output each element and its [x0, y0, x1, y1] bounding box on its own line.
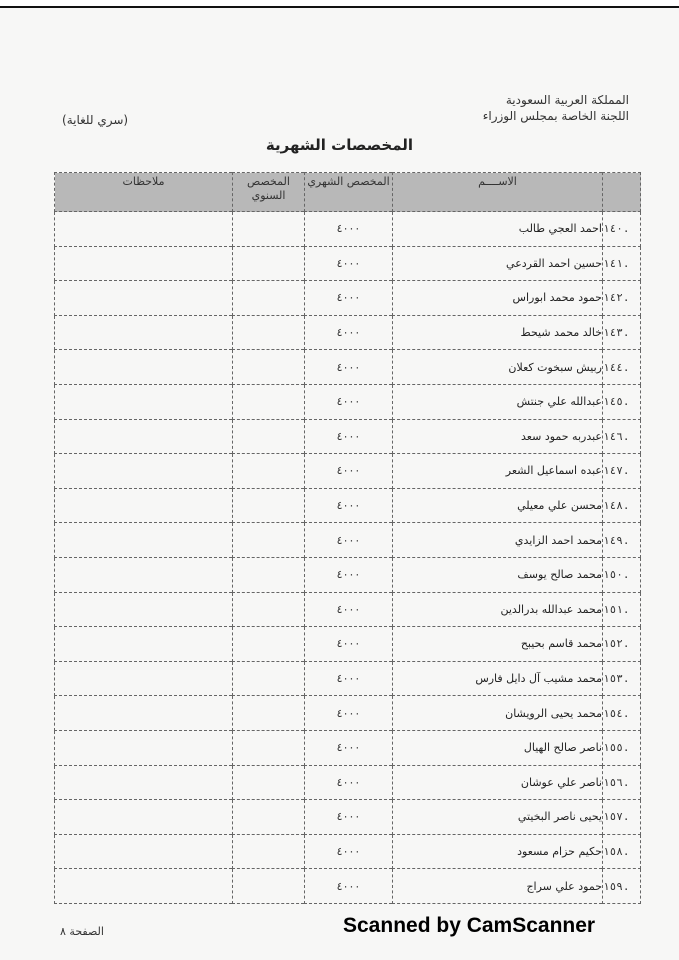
- row-annual-amount: [233, 212, 305, 247]
- row-notes: [55, 627, 233, 662]
- row-annual-amount: [233, 869, 305, 904]
- table-row: [55, 350, 641, 385]
- row-name: ناصر صالح الهيال: [393, 730, 603, 765]
- row-name: احمد العجي طالب: [393, 212, 603, 247]
- table-header-row: [55, 173, 641, 212]
- row-annual-amount: [233, 384, 305, 419]
- table-row: [55, 834, 641, 869]
- row-monthly-amount: ٤٠٠٠: [305, 384, 393, 419]
- org-line-1: المملكة العربية السعودية: [505, 93, 629, 107]
- page-number: الصفحة ٨: [60, 925, 104, 938]
- row-annual-amount: [233, 523, 305, 558]
- row-name: محسن علي معيلي: [393, 488, 603, 523]
- row-annual-amount: [233, 800, 305, 835]
- row-monthly-amount: ٤٠٠٠: [305, 315, 393, 350]
- table-row: [55, 869, 641, 904]
- row-notes: [55, 661, 233, 696]
- row-monthly-amount: ٤٠٠٠: [305, 592, 393, 627]
- allowances-table: [54, 172, 641, 904]
- table-row: [55, 212, 641, 247]
- row-annual-amount: [233, 488, 305, 523]
- row-notes: [55, 212, 233, 247]
- table-row: [55, 281, 641, 316]
- table-row: [55, 488, 641, 523]
- row-number: ١٥٤.: [603, 696, 641, 731]
- row-number: ١٥٠.: [603, 557, 641, 592]
- row-monthly-amount: ٤٠٠٠: [305, 696, 393, 731]
- row-monthly-amount: ٤٠٠٠: [305, 627, 393, 662]
- row-notes: [55, 523, 233, 558]
- table-row: [55, 661, 641, 696]
- row-name: محمد يحيى الرويشان: [393, 696, 603, 731]
- row-monthly-amount: ٤٠٠٠: [305, 281, 393, 316]
- row-name: محمد صالح يوسف: [393, 557, 603, 592]
- row-number: ١٤٦.: [603, 419, 641, 454]
- row-name: محمد قاسم بحيبح: [393, 627, 603, 662]
- row-annual-amount: [233, 592, 305, 627]
- row-notes: [55, 765, 233, 800]
- row-name: حكيم حزام مسعود: [393, 834, 603, 869]
- row-annual-amount: [233, 557, 305, 592]
- row-annual-amount: [233, 315, 305, 350]
- row-notes: [55, 454, 233, 489]
- classification-label: (سري للغاية): [62, 113, 129, 127]
- row-number: ١٤٩.: [603, 523, 641, 558]
- table-row: [55, 454, 641, 489]
- row-monthly-amount: ٤٠٠٠: [305, 800, 393, 835]
- row-annual-amount: [233, 246, 305, 281]
- row-name: يحيى ناصر البخيتي: [393, 800, 603, 835]
- row-monthly-amount: ٤٠٠٠: [305, 834, 393, 869]
- row-number: ١٤٠.: [603, 212, 641, 247]
- row-annual-amount: [233, 765, 305, 800]
- row-number: ١٤١.: [603, 246, 641, 281]
- col-header-number: [603, 173, 641, 212]
- row-number: ١٥٦.: [603, 765, 641, 800]
- row-annual-amount: [233, 281, 305, 316]
- row-number: ١٤٤.: [603, 350, 641, 385]
- row-notes: [55, 350, 233, 385]
- row-name: حسين احمد القردعي: [393, 246, 603, 281]
- row-monthly-amount: ٤٠٠٠: [305, 246, 393, 281]
- table-row: [55, 315, 641, 350]
- row-monthly-amount: ٤٠٠٠: [305, 488, 393, 523]
- row-monthly-amount: ٤٠٠٠: [305, 557, 393, 592]
- row-name: محمد عبدالله بدرالدين: [393, 592, 603, 627]
- row-notes: [55, 557, 233, 592]
- row-name: ناصر علي عوشان: [393, 765, 603, 800]
- row-number: ١٥٧.: [603, 800, 641, 835]
- row-monthly-amount: ٤٠٠٠: [305, 212, 393, 247]
- row-name: حمود علي سراج: [393, 869, 603, 904]
- row-name: محمد احمد الزايدي: [393, 523, 603, 558]
- row-annual-amount: [233, 419, 305, 454]
- camscanner-watermark: Scanned by CamScanner: [343, 914, 596, 937]
- row-number: ١٤٨.: [603, 488, 641, 523]
- row-notes: [55, 315, 233, 350]
- table-row: [55, 765, 641, 800]
- row-annual-amount: [233, 730, 305, 765]
- table-body: [55, 212, 641, 904]
- table-row: [55, 557, 641, 592]
- col-header-name: الاســــم: [393, 173, 603, 212]
- row-name: حمود محمد ابوراس: [393, 281, 603, 316]
- row-notes: [55, 246, 233, 281]
- table-row: [55, 419, 641, 454]
- row-notes: [55, 488, 233, 523]
- row-name: خالد محمد شيحط: [393, 315, 603, 350]
- row-notes: [55, 730, 233, 765]
- row-name: عبدالله علي جنتش: [393, 384, 603, 419]
- row-monthly-amount: ٤٠٠٠: [305, 523, 393, 558]
- row-annual-amount: [233, 627, 305, 662]
- org-line-2: اللجنة الخاصة بمجلس الوزراء: [482, 109, 629, 123]
- row-monthly-amount: ٤٠٠٠: [305, 350, 393, 385]
- row-monthly-amount: ٤٠٠٠: [305, 419, 393, 454]
- table-row: [55, 730, 641, 765]
- row-monthly-amount: ٤٠٠٠: [305, 869, 393, 904]
- row-number: ١٤٢.: [603, 281, 641, 316]
- row-notes: [55, 384, 233, 419]
- row-number: ١٤٣.: [603, 315, 641, 350]
- row-name: ربيش سبخوت كعلان: [393, 350, 603, 385]
- col-header-annual: المخصص السنوي: [233, 173, 305, 212]
- table-row: [55, 523, 641, 558]
- table-row: [55, 800, 641, 835]
- document-title: المخصصات الشهرية: [265, 136, 414, 154]
- row-number: ١٥٢.: [603, 627, 641, 662]
- row-number: ١٤٧.: [603, 454, 641, 489]
- organization-header: [483, 92, 629, 124]
- row-monthly-amount: ٤٠٠٠: [305, 730, 393, 765]
- row-number: ١٥٣.: [603, 661, 641, 696]
- row-annual-amount: [233, 834, 305, 869]
- row-notes: [55, 592, 233, 627]
- row-name: عبده اسماعيل الشعر: [393, 454, 603, 489]
- table-row: [55, 696, 641, 731]
- row-notes: [55, 834, 233, 869]
- row-number: ١٥٥.: [603, 730, 641, 765]
- table-row: [55, 592, 641, 627]
- table-row: [55, 627, 641, 662]
- row-annual-amount: [233, 696, 305, 731]
- row-monthly-amount: ٤٠٠٠: [305, 454, 393, 489]
- table-row: [55, 246, 641, 281]
- row-number: ١٥١.: [603, 592, 641, 627]
- row-notes: [55, 800, 233, 835]
- row-annual-amount: [233, 454, 305, 489]
- row-annual-amount: [233, 350, 305, 385]
- row-name: محمد مشيب آل دايل فارس: [393, 661, 603, 696]
- row-monthly-amount: ٤٠٠٠: [305, 661, 393, 696]
- row-number: ١٤٥.: [603, 384, 641, 419]
- row-number: ١٥٩.: [603, 869, 641, 904]
- col-header-notes: ملاحظات: [55, 173, 233, 212]
- row-name: عبدربه حمود سعد: [393, 419, 603, 454]
- row-number: ١٥٨.: [603, 834, 641, 869]
- table-row: [55, 384, 641, 419]
- row-annual-amount: [233, 661, 305, 696]
- col-header-monthly: المخصص الشهري: [305, 173, 393, 212]
- row-monthly-amount: ٤٠٠٠: [305, 765, 393, 800]
- row-notes: [55, 281, 233, 316]
- row-notes: [55, 419, 233, 454]
- row-notes: [55, 869, 233, 904]
- row-notes: [55, 696, 233, 731]
